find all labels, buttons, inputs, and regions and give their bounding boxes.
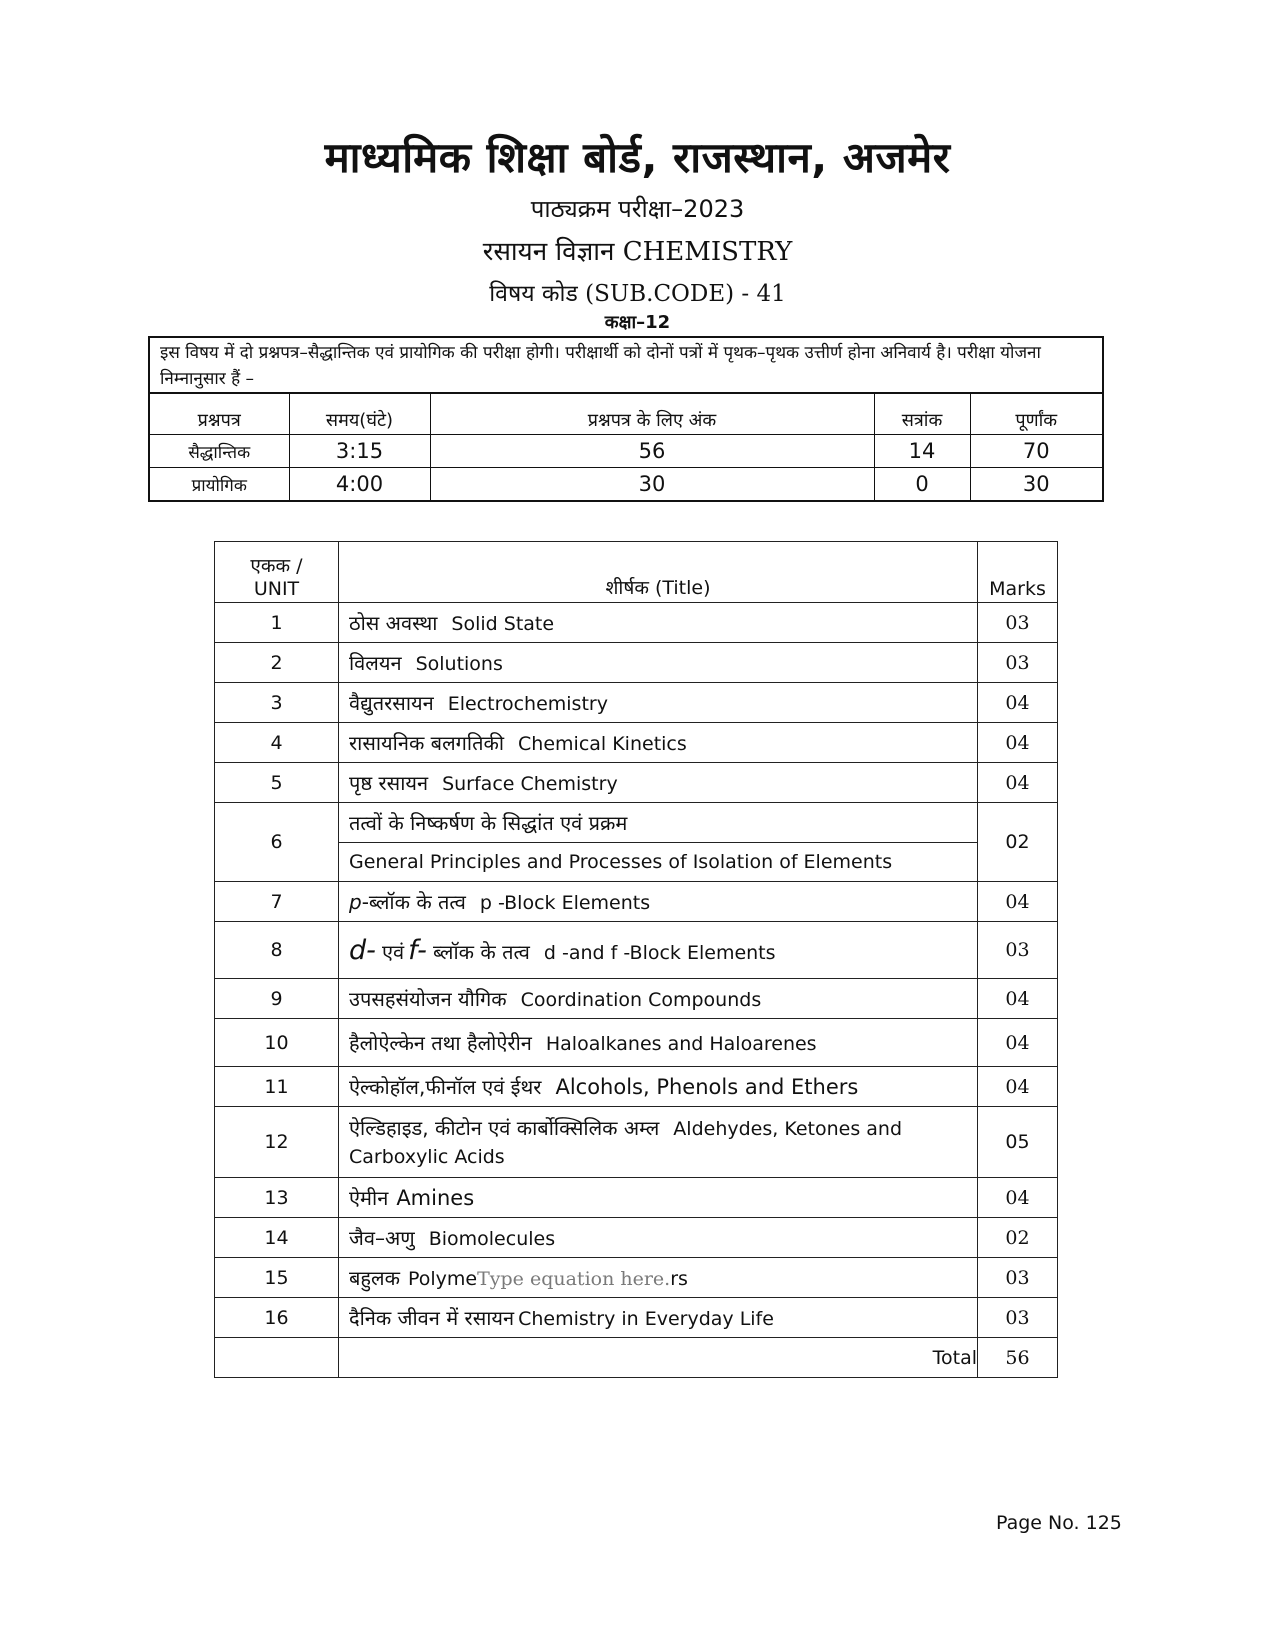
unit-title-en: Chemistry in Everyday Life	[518, 1308, 774, 1330]
scheme-row	[150, 435, 1102, 468]
scheme-row	[150, 468, 1102, 501]
equation-placeholder: Type equation here.	[477, 1268, 671, 1290]
unit-title	[339, 1218, 978, 1258]
exam-scheme-table	[150, 394, 1102, 500]
unit-number: 16	[215, 1298, 339, 1338]
table-row	[215, 1178, 1058, 1218]
scheme-cell: 56	[430, 435, 874, 468]
unit-title	[339, 723, 978, 763]
unit-marks: 04	[978, 1019, 1058, 1067]
unit-number: 15	[215, 1258, 339, 1298]
scheme-header-cell: प्रश्नपत्र के लिए अंक	[430, 394, 874, 435]
table-row	[215, 1218, 1058, 1258]
unit-title-en-a: Polyme	[407, 1268, 478, 1290]
unit-number: 9	[215, 979, 339, 1019]
scheme-header-row	[150, 394, 1102, 435]
unit-title-en: Coordination Compounds	[520, 989, 762, 1011]
title-header: शीर्षक (Title)	[339, 542, 978, 603]
scheme-cell: 3:15	[289, 435, 430, 468]
unit-marks: 04	[978, 1178, 1058, 1218]
unit-title-hi: वैद्युतरसायन	[349, 691, 434, 715]
unit-title	[339, 803, 978, 882]
unit-marks: 03	[978, 603, 1058, 643]
unit-title-hi: -ब्लॉक के तत्व	[361, 890, 466, 914]
table-row	[215, 603, 1058, 643]
units-table	[214, 541, 1058, 1378]
table-row	[215, 1067, 1058, 1107]
unit-title	[339, 763, 978, 803]
exam-scheme-box	[148, 336, 1104, 502]
scheme-cell: 30	[970, 468, 1102, 501]
unit-marks: 02	[978, 1218, 1058, 1258]
total-marks: 56	[978, 1338, 1058, 1378]
unit-title-en-b: rs	[670, 1268, 688, 1290]
unit-title	[339, 603, 978, 643]
unit-number: 2	[215, 643, 339, 683]
unit-title-en: Surface Chemistry	[442, 773, 618, 795]
marks-header: Marks	[978, 542, 1058, 603]
unit-title-hi: पृष्ठ रसायन	[349, 771, 429, 795]
unit-title-en: Haloalkanes and Haloarenes	[545, 1033, 817, 1055]
table-row	[215, 922, 1058, 979]
subject-name: रसायन विज्ञान CHEMISTRY	[482, 237, 793, 267]
syllabus-subtitle: पाठ्यक्रम परीक्षा–2023	[530, 195, 745, 223]
unit-title-hi: बहुलक	[349, 1266, 400, 1290]
scheme-header-cell: पूर्णांक	[970, 394, 1102, 435]
unit-header	[215, 542, 339, 603]
unit-header-en: UNIT	[253, 578, 300, 600]
unit-title-hi: तत्वों के निष्कर्षण के सिद्धांत एवं प्रक्रम	[339, 804, 977, 843]
unit-title-f: f-	[408, 934, 427, 966]
unit-number: 10	[215, 1019, 339, 1067]
scheme-header-cell: सत्रांक	[874, 394, 970, 435]
unit-title	[339, 1107, 978, 1178]
unit-number: 4	[215, 723, 339, 763]
unit-title-d: d-	[349, 934, 376, 966]
board-title: माध्यमिक शिक्षा बोर्ड, राजस्थान, अजमेर	[324, 133, 951, 182]
unit-title-hi: ऐमीन	[349, 1186, 389, 1210]
unit-number: 13	[215, 1178, 339, 1218]
unit-title	[339, 1067, 978, 1107]
unit-title-en: Alcohols, Phenols and Ethers	[555, 1075, 859, 1099]
unit-marks: 04	[978, 979, 1058, 1019]
unit-marks: 03	[978, 1258, 1058, 1298]
unit-title	[339, 643, 978, 683]
unit-title-en: Chemical Kinetics	[518, 733, 687, 755]
scheme-cell: सैद्धान्तिक	[150, 435, 289, 468]
page-number: Page No. 125	[996, 1512, 1122, 1534]
unit-number: 6	[215, 803, 339, 882]
unit-marks: 04	[978, 763, 1058, 803]
unit-title-en: Solid State	[451, 613, 555, 635]
unit-title	[339, 1019, 978, 1067]
unit-title-hi: हैलोऐल्केन तथा हैलोऐरीन	[349, 1031, 532, 1055]
unit-marks: 05	[978, 1107, 1058, 1178]
unit-number: 1	[215, 603, 339, 643]
unit-title-en: d -and f -Block Elements	[543, 941, 776, 964]
unit-marks: 02	[978, 803, 1058, 882]
table-row	[215, 643, 1058, 683]
unit-title	[339, 979, 978, 1019]
table-row	[215, 723, 1058, 763]
scheme-header-cell: प्रश्नपत्र	[150, 394, 289, 435]
unit-title-hi: दैनिक जीवन में रसायन	[349, 1306, 515, 1330]
unit-title-hi: विलयन	[349, 651, 402, 675]
scheme-cell: 0	[874, 468, 970, 501]
table-row	[215, 763, 1058, 803]
unit-number: 14	[215, 1218, 339, 1258]
unit-title	[339, 922, 978, 979]
scheme-cell: 14	[874, 435, 970, 468]
table-row	[215, 1107, 1058, 1178]
unit-title-hi: ब्लॉक के तत्व	[432, 939, 530, 964]
unit-marks: 04	[978, 683, 1058, 723]
unit-header-hi: एकक /	[250, 555, 303, 577]
class-label: कक्षा–12	[604, 312, 671, 333]
unit-title	[339, 1178, 978, 1218]
scheme-cell: 70	[970, 435, 1102, 468]
total-blank	[215, 1338, 339, 1378]
unit-title	[339, 1298, 978, 1338]
subject-code: विषय कोड (SUB.CODE) - 41	[489, 281, 786, 307]
table-row	[215, 979, 1058, 1019]
unit-number: 7	[215, 882, 339, 922]
unit-title-hi: उपसहसंयोजन यौगिक	[349, 987, 507, 1011]
unit-number: 12	[215, 1107, 339, 1178]
table-row	[215, 803, 1058, 882]
unit-title-hi: जैव–अणु	[349, 1226, 415, 1250]
unit-marks: 03	[978, 1298, 1058, 1338]
scheme-cell: 4:00	[289, 468, 430, 501]
units-header-row	[215, 542, 1058, 603]
unit-title	[339, 1258, 978, 1298]
unit-title-and: एवं	[381, 939, 405, 964]
unit-number: 3	[215, 683, 339, 723]
scheme-cell: प्रायोगिक	[150, 468, 289, 501]
unit-number: 11	[215, 1067, 339, 1107]
table-row	[215, 683, 1058, 723]
unit-number: 5	[215, 763, 339, 803]
scheme-note: इस विषय में दो प्रश्नपत्र–सैद्धान्तिक एवं प्रायोगिक की परीक्षा होगी। परीक्षार्थी को दोनों पत्रों में पृथक–पृथक उत्तीर्ण होना अनिवार्य है। परीक्षा योजना निम्नानुसार हैं –	[150, 338, 1102, 394]
table-row	[215, 882, 1058, 922]
unit-marks: 03	[978, 922, 1058, 979]
unit-title-hi: ठोस अवस्था	[349, 611, 438, 635]
unit-title-hi: ऐल्कोहॉल,फीनॉल एवं ईथर	[349, 1075, 542, 1099]
total-row	[215, 1338, 1058, 1378]
scheme-header-cell: समय(घंटे)	[289, 394, 430, 435]
unit-title-en: Solutions	[415, 653, 503, 675]
unit-title-en: General Principles and Processes of Isolation of Elements	[349, 850, 893, 873]
unit-marks: 04	[978, 1067, 1058, 1107]
unit-title-en: Aldehydes, Ketones and Carboxylic Acids	[349, 1117, 903, 1168]
unit-number: 8	[215, 922, 339, 979]
table-row	[215, 1019, 1058, 1067]
scheme-cell: 30	[430, 468, 874, 501]
unit-title-en: Electrochemistry	[447, 693, 608, 715]
total-label: Total	[339, 1338, 978, 1378]
unit-title-en: Biomolecules	[428, 1228, 556, 1250]
unit-title	[339, 882, 978, 922]
table-row	[215, 1258, 1058, 1298]
unit-title-hi: ऐल्डिहाइड, कीटोन एवं कार्बोक्सिलिक अम्ल	[349, 1115, 660, 1140]
unit-marks: 04	[978, 723, 1058, 763]
unit-title-hi: रासायनिक बलगतिकी	[349, 731, 505, 755]
unit-title	[339, 683, 978, 723]
unit-marks: 03	[978, 643, 1058, 683]
unit-title-en: Amines	[396, 1186, 475, 1210]
table-row	[215, 1298, 1058, 1338]
unit-title-en: p -Block Elements	[479, 892, 651, 914]
unit-title-prefix: p	[349, 890, 362, 914]
unit-marks: 04	[978, 882, 1058, 922]
